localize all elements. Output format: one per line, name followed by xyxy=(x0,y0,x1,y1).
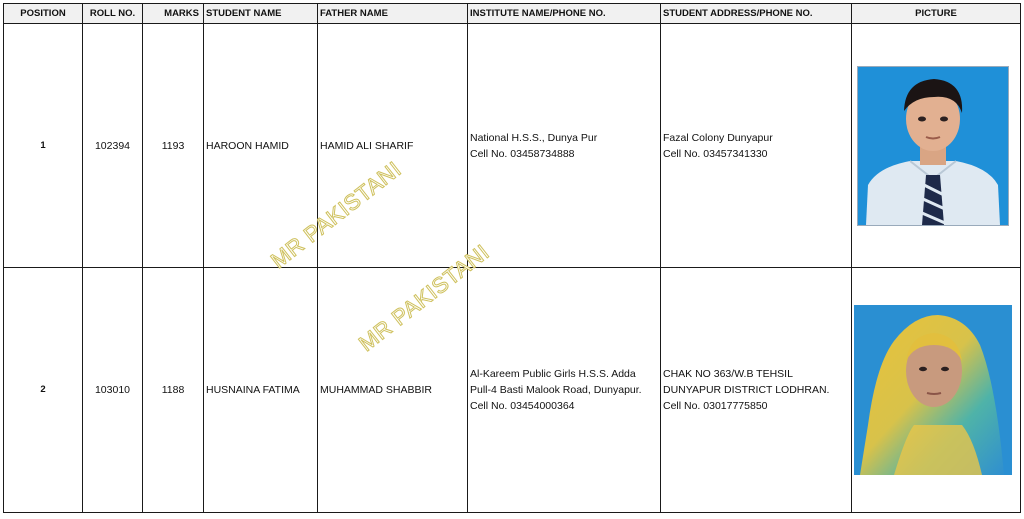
father-name-cell: HAMID ALI SHARIF xyxy=(318,24,468,268)
marks-cell: 1193 xyxy=(143,24,204,268)
institute-phone: Cell No. 03458734888 xyxy=(470,147,575,160)
institute-cell xyxy=(468,268,661,513)
position-cell: 1 xyxy=(4,24,83,268)
header-address: STUDENT ADDRESS/PHONE NO. xyxy=(661,4,852,24)
address-phone: Cell No. 03457341330 xyxy=(663,147,768,160)
institute-address: Pull-4 Basti Malook Road, Dunyapur. xyxy=(470,384,642,396)
position-cell: 2 xyxy=(4,268,83,513)
watermark-text: MR PAKISTANI xyxy=(265,156,406,274)
address-cell xyxy=(661,24,852,268)
student-name-cell: HAROON HAMID xyxy=(204,24,318,268)
address-line: CHAK NO 363/W.B TEHSIL xyxy=(663,368,793,380)
address-line: Fazal Colony Dunyapur xyxy=(663,131,773,144)
marks-cell: 1188 xyxy=(143,268,204,513)
institute-name: Al-Kareem Public Girls H.S.S. Adda xyxy=(470,368,636,380)
header-roll-no: ROLL NO. xyxy=(83,4,143,24)
header-marks: MARKS xyxy=(143,4,204,24)
picture-cell xyxy=(852,268,1021,513)
watermark-text: MR PAKISTANI xyxy=(353,239,494,357)
table-row xyxy=(4,24,1021,268)
student-name-cell: HUSNAINA FATIMA xyxy=(204,268,318,513)
header-picture: PICTURE xyxy=(852,4,1021,24)
girl-portrait-icon xyxy=(854,305,1012,475)
address-cell xyxy=(661,268,852,513)
header-row xyxy=(4,4,1021,24)
address-line: DUNYAPUR DISTRICT LODHRAN. xyxy=(663,384,830,396)
boy-portrait-icon xyxy=(858,67,1008,225)
institute-cell xyxy=(468,24,661,268)
header-student-name: STUDENT NAME xyxy=(204,4,318,24)
roll-no-cell: 102394 xyxy=(83,24,143,268)
address-phone: Cell No. 03017775850 xyxy=(663,400,768,412)
table-row xyxy=(4,268,1021,513)
institute-name: National H.S.S., Dunya Pur xyxy=(470,131,598,144)
header-father-name: FATHER NAME xyxy=(318,4,468,24)
picture-cell xyxy=(852,24,1021,268)
header-institute: INSTITUTE NAME/PHONE NO. xyxy=(468,4,661,24)
father-name-cell: MUHAMMAD SHABBIR xyxy=(318,268,468,513)
student-photo-boy xyxy=(857,66,1009,226)
header-position: POSITION xyxy=(4,4,83,24)
institute-phone: Cell No. 03454000364 xyxy=(470,400,575,412)
roll-no-cell: 103010 xyxy=(83,268,143,513)
results-table xyxy=(3,3,1021,513)
student-photo-girl xyxy=(854,305,1012,475)
